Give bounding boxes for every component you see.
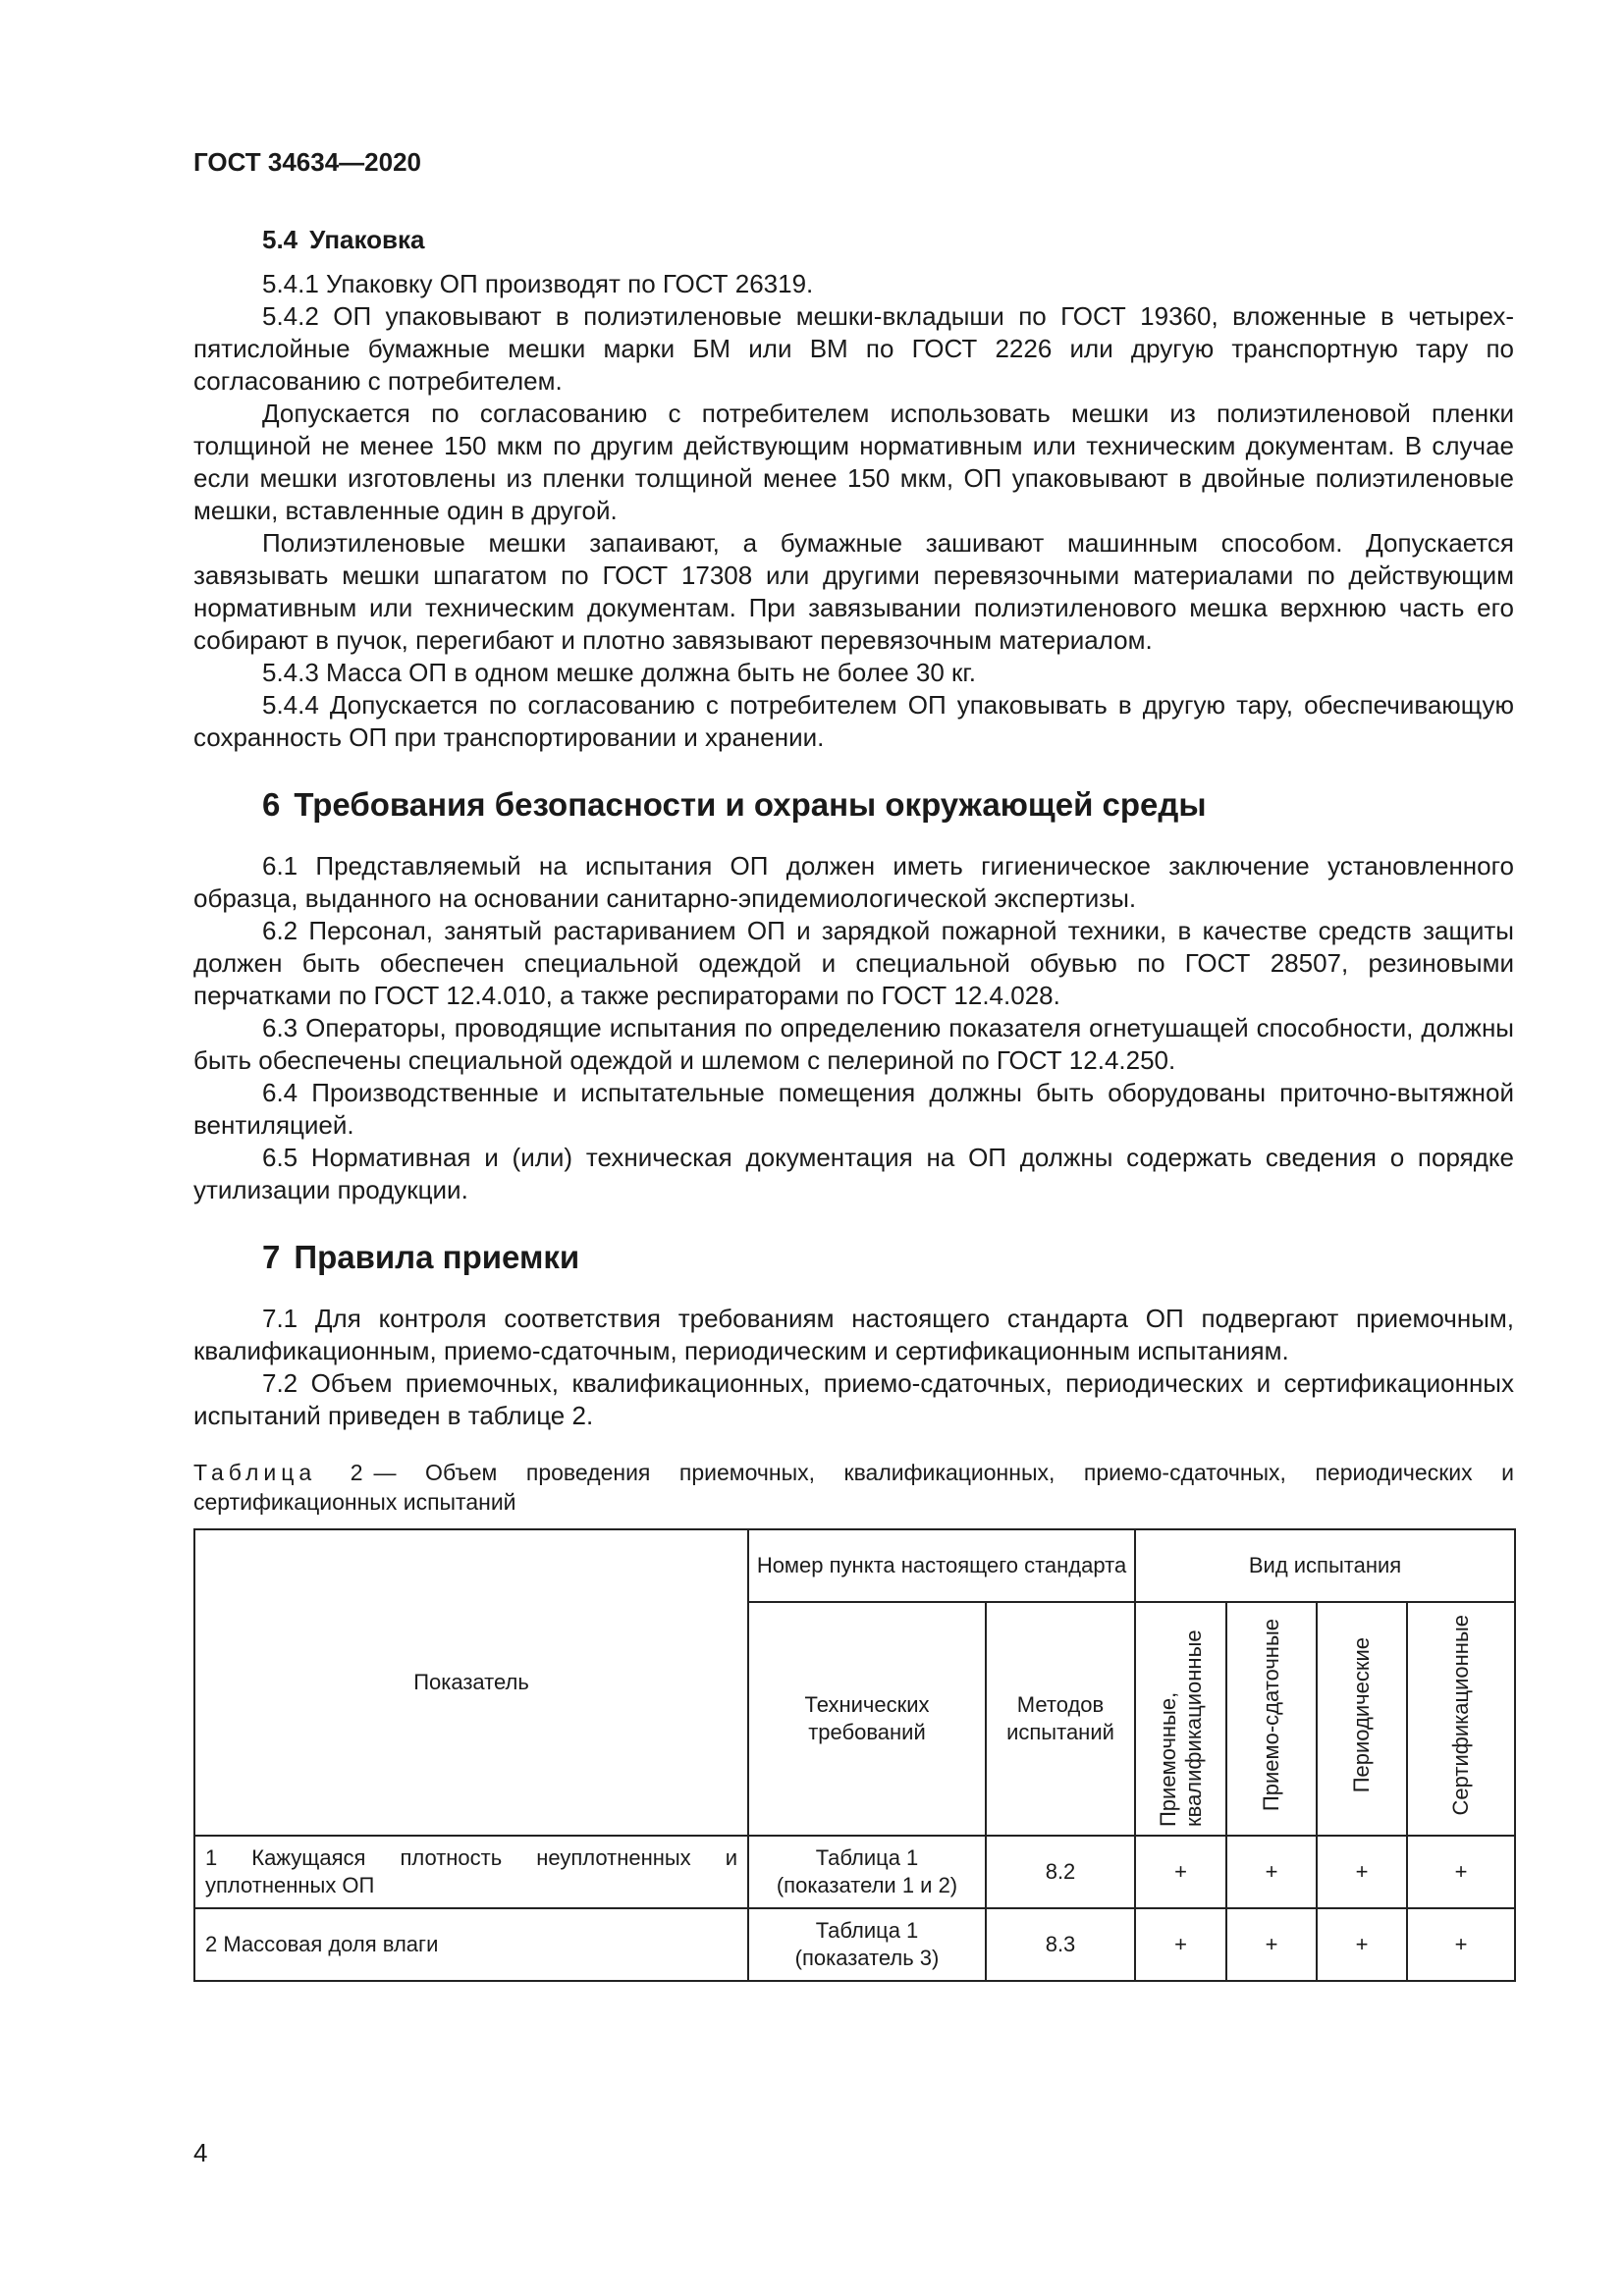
cell-mark: + (1135, 1908, 1226, 1981)
tests-table (193, 1528, 1516, 1982)
cell-indicator: 2 Массовая доля влаги (194, 1908, 748, 1981)
paragraph-6-1: 6.1 Представляемый на испытания ОП должен иметь гигиеническое заключение установленного образца, выданного на основании санитарно-эпидемиологической экспертизы. (193, 851, 1514, 913)
paragraph-6-4: 6.4 Производственные и испытательные помещения должны быть оборудованы приточно-вытяжной вентиляцией. (193, 1078, 1514, 1140)
paragraph-5-4-1: 5.4.1 Упаковку ОП производят по ГОСТ 26319. (262, 269, 814, 298)
table-caption (193, 1458, 1514, 1517)
paragraph-5-4-2-sealing: Полиэтиленовые мешки запаивают, а бумажные зашивают машинным способом. Допускается завязывать мешки шпагатом по ГОСТ 17308 или другими перевязочными материалами по действующим нормативным или техническим документам. При завязывании полиэтиленового мешка верхнюю часть его собирают в пучок, перегибают и плотно завязывают перевязочным материалом. (193, 528, 1514, 655)
header-tech-req: Технических требований (748, 1602, 986, 1836)
cell-mark: + (1226, 1908, 1317, 1981)
section-title: Требования безопасности и охраны окружающей среды (294, 786, 1207, 823)
table-caption-text: — Объем проведения приемочных, квалификационных, приемо-сдаточных, периодических и сертификационных испытаний (193, 1460, 1514, 1515)
cell-tech-req: Таблица 1 (показатель 3) (748, 1908, 986, 1981)
cell-method: 8.2 (986, 1836, 1135, 1908)
standard-header: ГОСТ 34634—2020 (193, 147, 421, 177)
cell-indicator: 1 Кажущаяся плотность неуплотненных и уплотненных ОП (194, 1836, 748, 1908)
paragraph-6-5: 6.5 Нормативная и (или) техническая документация на ОП должны содержать сведения о порядке утилизации продукции. (193, 1143, 1514, 1204)
cell-mark: + (1317, 1908, 1407, 1981)
subsection-number: 5.4 (262, 225, 298, 254)
header-type-label: Периодические (1349, 1637, 1375, 1793)
header-type-label: Приемо-сдаточные (1259, 1619, 1284, 1812)
page-content (193, 218, 1514, 1982)
paragraph-6-2: 6.2 Персонал, занятый растариванием ОП и зарядкой пожарной техники, в качестве средств защиты должен быть обеспечен специальной одеждой и специальной обувью по ГОСТ 28507, резиновыми перчатками по ГОСТ 12.4.010, а также респираторами по ГОСТ 12.4.028. (193, 916, 1514, 1010)
table-header-row (194, 1529, 1515, 1602)
cell-tech-req: Таблица 1 (показатели 1 и 2) (748, 1836, 986, 1908)
cell-mark: + (1407, 1908, 1515, 1981)
cell-mark: + (1407, 1836, 1515, 1908)
paragraph-7-1: 7.1 Для контроля соответствия требованиям настоящего стандарта ОП подвергают приемочным, квалификационным, приемо-сдаточным, периодическим и сертификационным испытаниям. (193, 1304, 1514, 1365)
paragraph-5-4-2-film: Допускается по согласованию с потребителем использовать мешки из полиэтиленовой пленки толщиной не менее 150 мкм по другим действующим нормативным или техническим документам. В случае если мешки изготовлены из пленки толщиной менее 150 мкм, ОП упаковывают в двойные полиэтиленовые мешки, вставленные один в другой. (193, 399, 1514, 525)
header-indicator: Показатель (194, 1529, 748, 1836)
header-clause-group: Номер пункта настоящего стандарта (748, 1529, 1135, 1602)
table-row (194, 1836, 1515, 1908)
section-heading-7 (262, 1236, 1514, 1279)
cell-method: 8.3 (986, 1908, 1135, 1981)
table-caption-label: Таблица 2 (193, 1460, 368, 1485)
cell-mark: + (1317, 1836, 1407, 1908)
page-number: 4 (193, 2138, 208, 2167)
header-test-methods: Методов испытаний (986, 1602, 1135, 1836)
header-type-acceptance (1135, 1602, 1226, 1836)
section-number: 7 (262, 1239, 281, 1275)
header-type-certification (1407, 1602, 1515, 1836)
header-type-delivery (1226, 1602, 1317, 1836)
paragraph-5-4-3: 5.4.3 Масса ОП в одном мешке должна быть не более 30 кг. (262, 658, 976, 687)
paragraph-5-4-4: 5.4.4 Допускается по согласованию с потребителем ОП упаковывать в другую тару, обеспечивающую сохранность ОП при транспортировании и хранении. (193, 690, 1514, 752)
header-type-label: Приемочные, квалификационные (1155, 1629, 1206, 1827)
subsection-title: Упаковка (309, 225, 425, 254)
section-heading-6 (262, 783, 1514, 827)
header-type-label: Сертификационные (1448, 1615, 1474, 1816)
cell-mark: + (1226, 1836, 1317, 1908)
section-number: 6 (262, 786, 281, 823)
table-row (194, 1908, 1515, 1981)
cell-mark: + (1135, 1836, 1226, 1908)
paragraph-7-2: 7.2 Объем приемочных, квалификационных, приемо-сдаточных, периодических и сертификационных испытаний приведен в таблице 2. (193, 1368, 1514, 1430)
subsection-heading-5-4 (262, 224, 1514, 256)
paragraph-6-3: 6.3 Операторы, проводящие испытания по определению показателя огнетушащей способности, должны быть обеспечены специальной одеждой и шлемом с пелериной по ГОСТ 12.4.250. (193, 1013, 1514, 1075)
header-test-type-group: Вид испытания (1135, 1529, 1515, 1602)
paragraph-5-4-2: 5.4.2 ОП упаковывают в полиэтиленовые мешки-вкладыши по ГОСТ 19360, вложенные в четырех-пятислойные бумажные мешки марки БМ или ВМ по ГОСТ 2226 или другую транспортную тару по согласованию с потребителем. (193, 301, 1514, 396)
section-title: Правила приемки (294, 1239, 580, 1275)
header-type-periodic (1317, 1602, 1407, 1836)
